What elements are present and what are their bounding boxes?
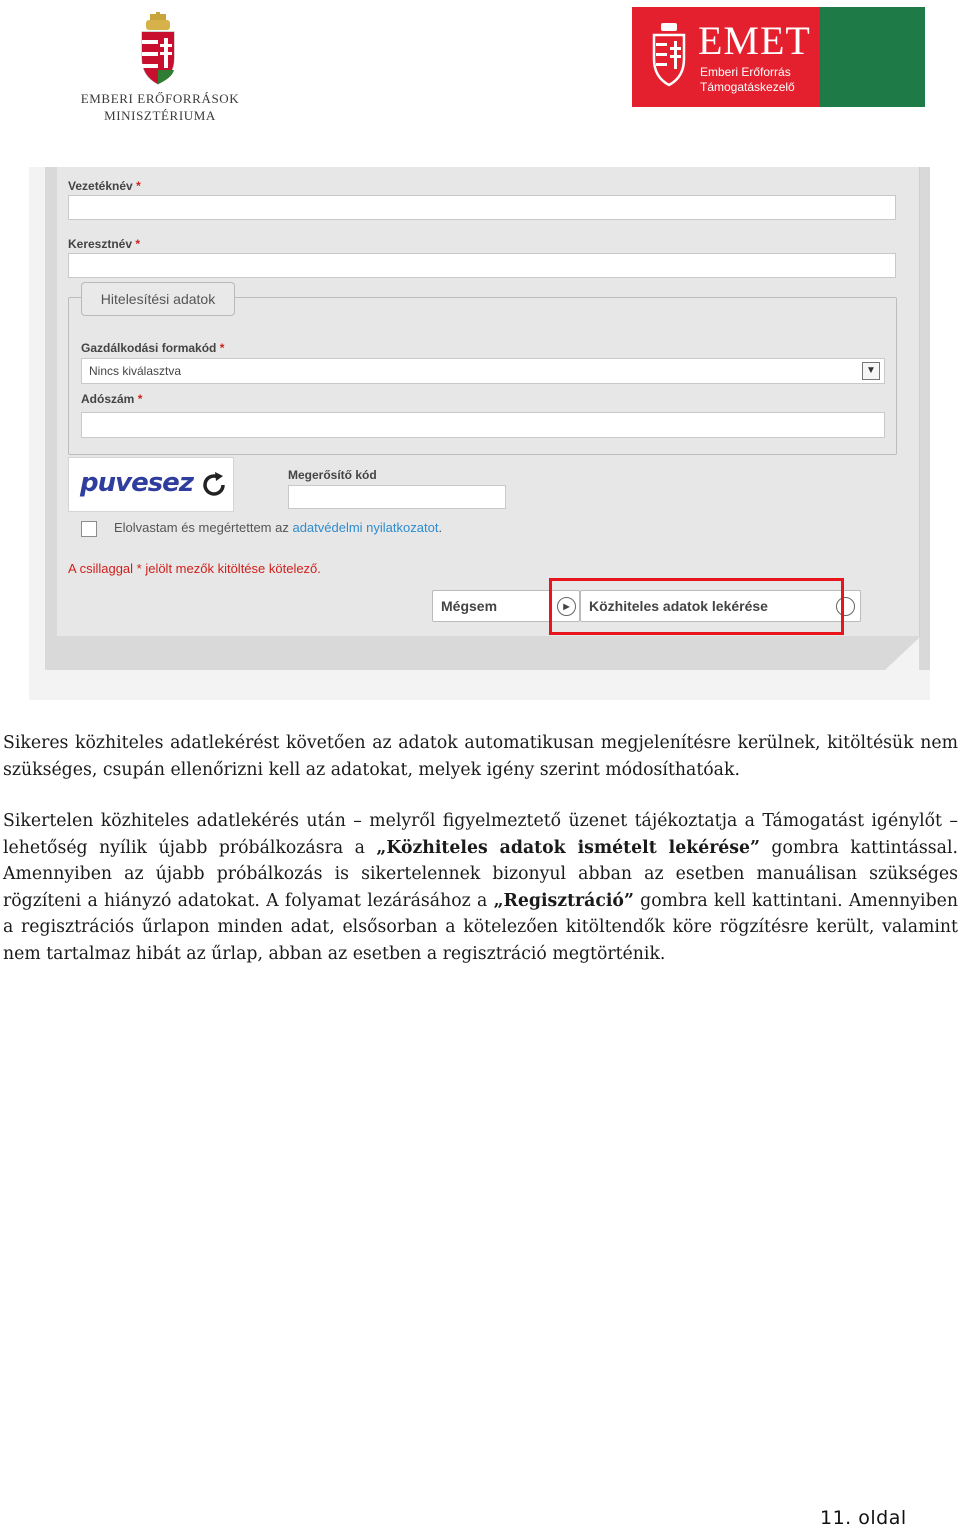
business-form-select[interactable] [81,358,885,384]
play-circle-icon: ▶ [557,597,576,616]
firstname-input[interactable] [68,253,896,278]
tax-number-label: Adószám * [81,392,143,406]
captcha-text: puvesez [80,468,193,498]
hungarian-crest-icon [138,12,178,88]
emet-crest-icon [652,23,686,89]
auth-data-legend: Hitelesítési adatok [81,282,235,316]
emet-logo-title: EMET [698,18,811,63]
emmi-logo [78,12,242,124]
page-curl-corner [885,638,919,670]
business-form-selected-value: Nincs kiválasztva [89,364,182,378]
business-form-label: Gazdálkodási formakód * [81,341,225,355]
retry-button-name: „Közhiteles adatok ismételt lekérése” [376,837,760,858]
emet-logo-green-block [820,7,925,107]
required-fields-note: A csillaggal * jelölt mezők kitöltése kötelező. [68,561,321,576]
emmi-name-line1: EMBERI ERŐFORRÁSOK [80,91,240,106]
surname-label: Vezetéknév * [68,179,141,193]
verification-code-input[interactable] [288,485,506,509]
cancel-button-label: Mégsem [441,598,498,614]
paragraph-failure: Sikertelen közhiteles adatlekérés után – melyről figyelmeztető üzenet tájékoztatja a Támogatást igénylőt – lehetőség nyílik újabb próbálkozásra a „Közhiteles adatok ismételt lekérése” gombra kattintással. Amennyiben az újabb próbálkozás is sikertelennek bizonyul abban az esetben manuálisan szükséges rögzíteni a hiányzó adatokat. A folyamat lezárásához a „Regisztráció” gombra kell kattintani. Amennyiben a regisztrációs űrlapon minden adat, elsősorban a kötelezően kitöltendők köre rögzítésre került, valamint nem tartalmaz hibát az űrlap, abban az esetben a regisztráció megtörténik. [3,811,958,964]
consent-checkbox[interactable] [81,521,97,537]
surname-input[interactable] [68,195,896,220]
captcha-image [68,457,234,512]
consent-text: Elolvastam és megértettem az adatvédelmi nyilatkozatot. [114,520,443,535]
emmi-name-line2: MINISZTÉRIUMA [104,108,216,123]
page-number: 11. oldal [820,1507,907,1529]
emet-logo-subtitle-1: Emberi Erőforrás [700,65,791,79]
tax-number-input[interactable] [81,412,885,438]
verification-code-label: Megerősítő kód [288,468,377,482]
refresh-icon[interactable] [199,470,229,500]
firstname-label: Keresztnév * [68,237,141,251]
paragraph-success: Sikeres közhiteles adatlekérést követően az adatok automatikusan megjelenítésre kerülnek, kitöltésük nem szükséges, csupán ellenőrizni kell az adatokat, melyek igény szerint módosíthatóak. [3,733,958,780]
chevron-down-icon[interactable]: ▼ [862,362,880,380]
privacy-statement-link[interactable]: adatvédelmi nyilatkozatot [292,520,439,535]
fetch-public-data-button-label: Közhiteles adatok lekérése [589,598,768,614]
emet-logo [632,7,925,107]
highlight-box [549,578,844,635]
registration-button-name: „Regisztráció” [493,890,634,911]
emet-logo-subtitle-2: Támogatáskezelő [700,80,795,94]
